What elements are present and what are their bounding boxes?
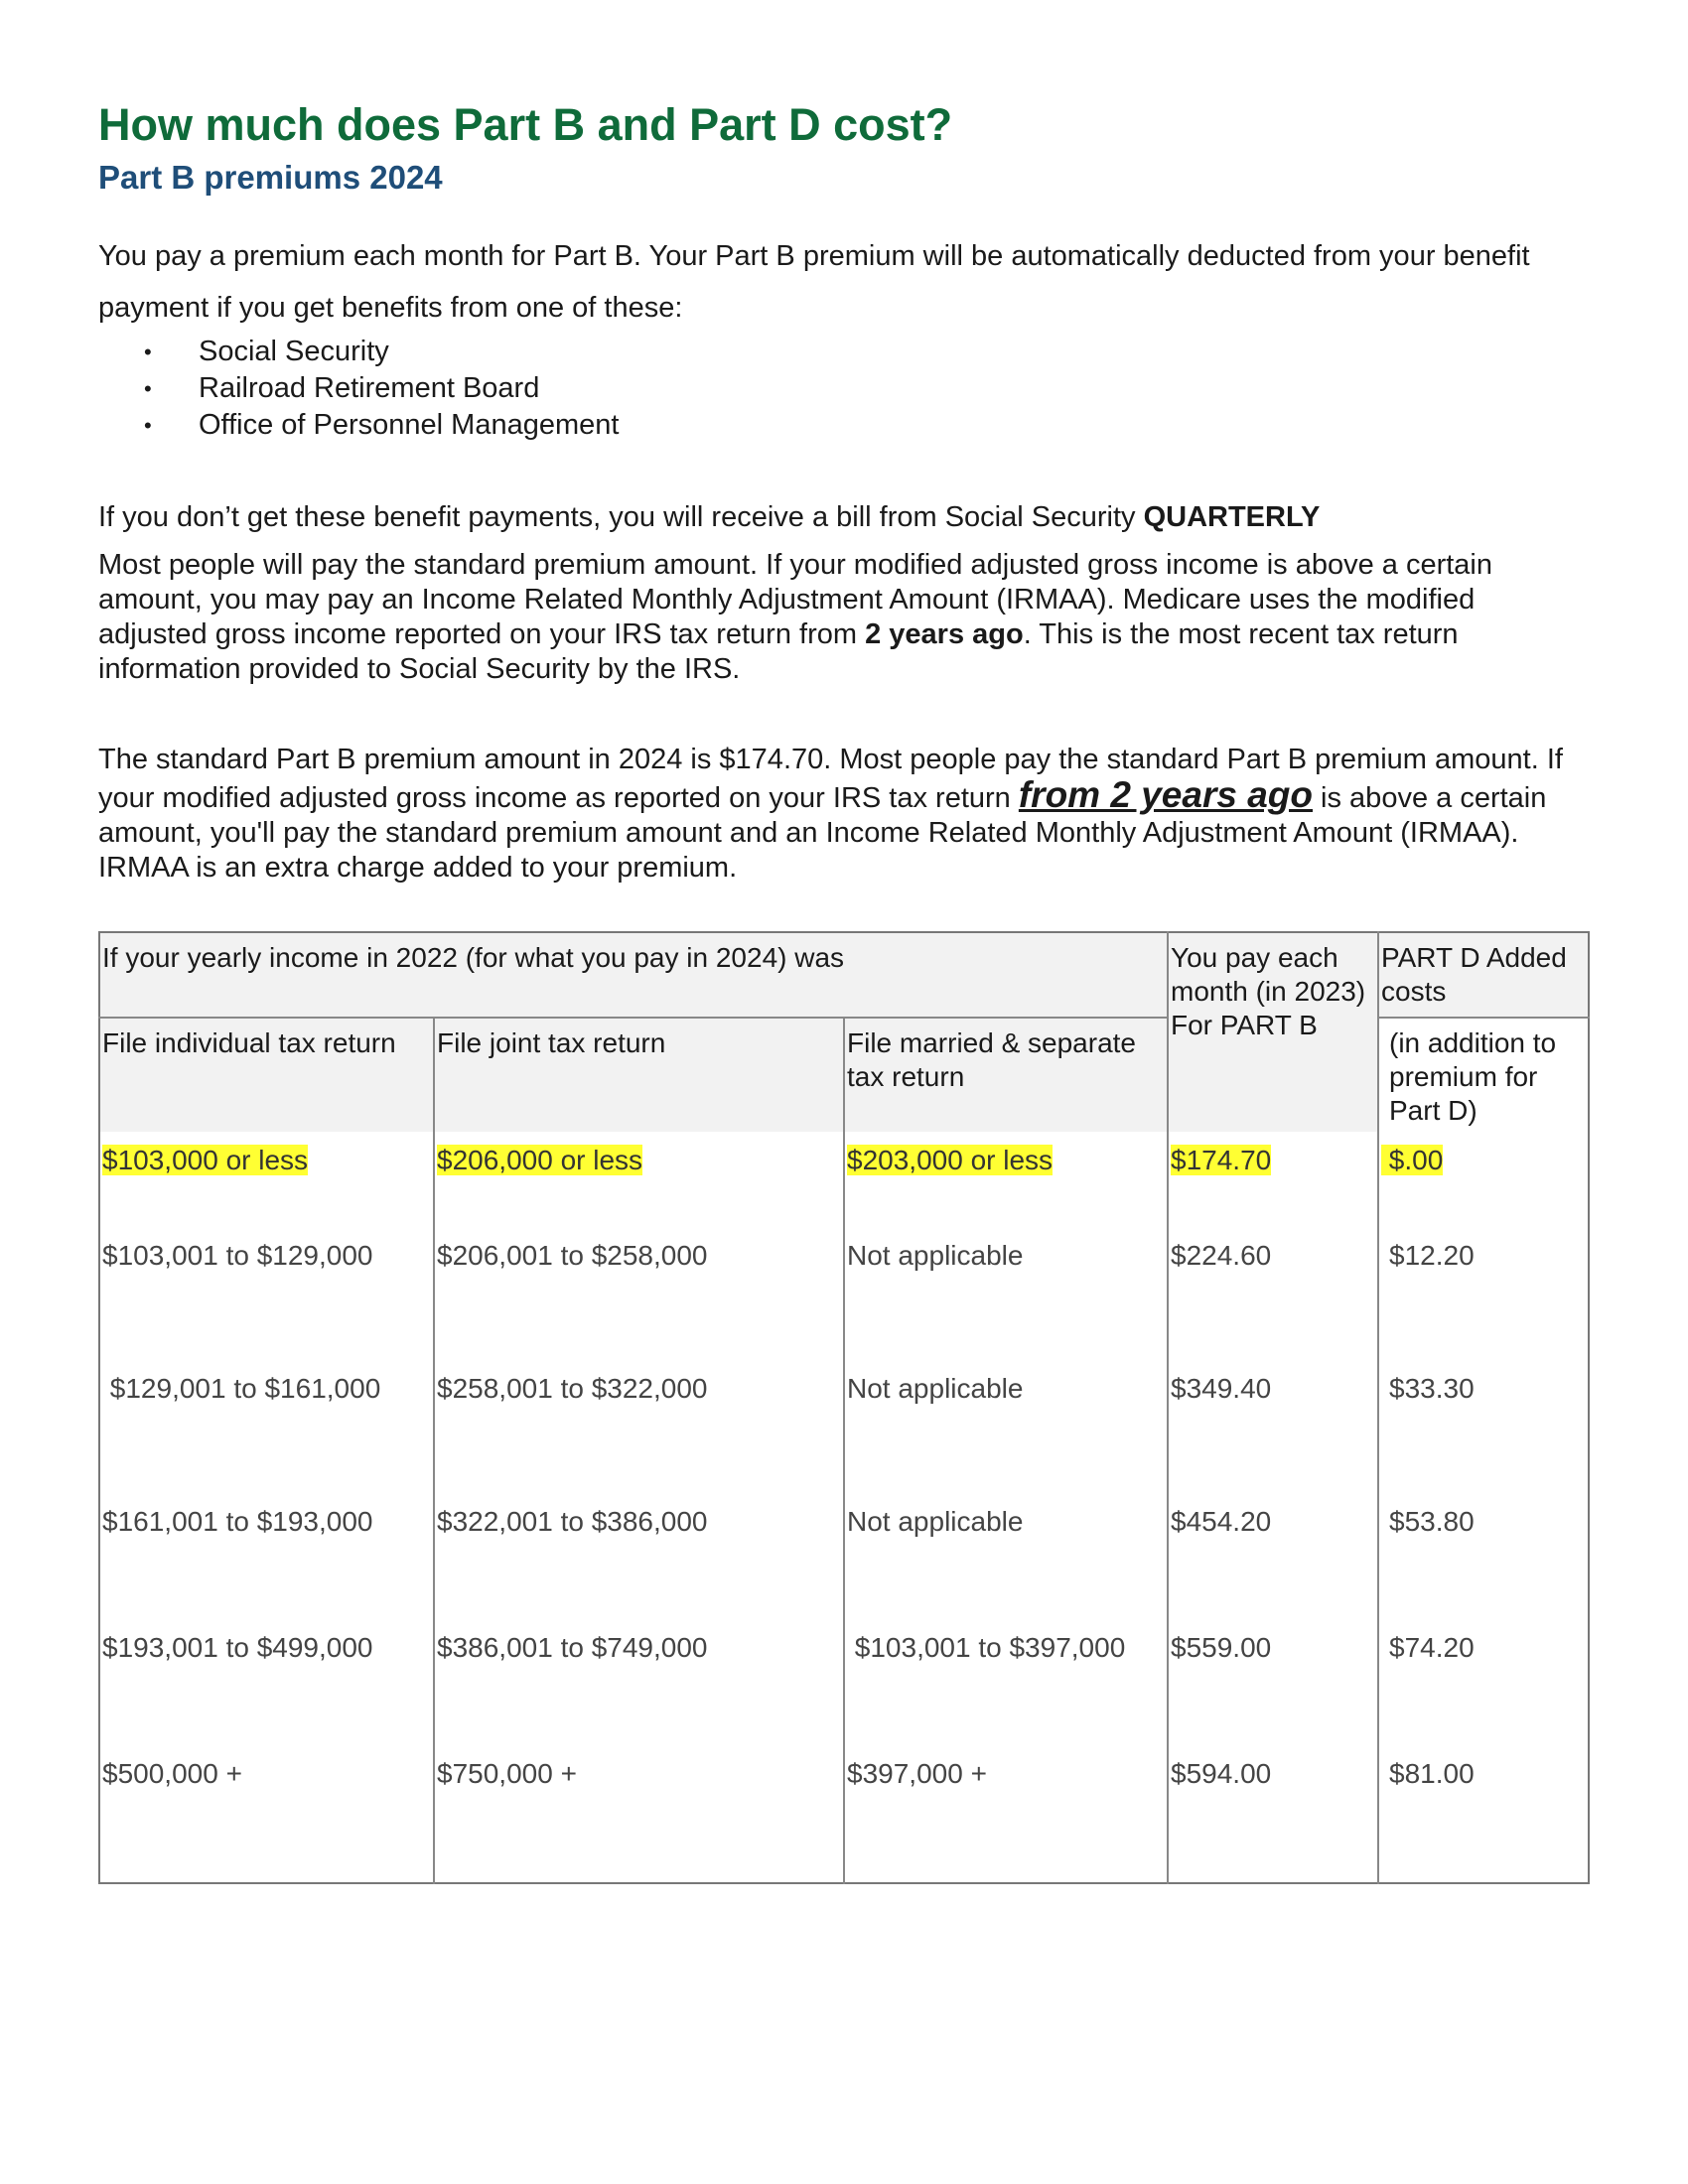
quarterly-bold: QUARTERLY	[1143, 501, 1321, 533]
cell-joint: $750,000 +	[434, 1749, 844, 1883]
irmaa-paragraph	[98, 548, 1588, 687]
benefit-source-list	[144, 334, 619, 444]
highlighted-value: $.00	[1381, 1145, 1444, 1175]
header-joint: File joint tax return	[434, 1018, 844, 1132]
cell-individual: $129,001 to $161,000	[102, 1373, 381, 1404]
cell-individual: $193,001 to $499,000	[102, 1632, 373, 1663]
cell-partb: $594.00	[1168, 1749, 1378, 1883]
header-income: If your yearly income in 2022 (for what you pay in 2024) was	[99, 932, 1168, 1018]
table-row	[99, 1231, 1589, 1364]
highlighted-value: $206,000 or less	[437, 1145, 643, 1175]
section-subtitle: Part B premiums 2024	[98, 159, 443, 196]
cell-partb	[1168, 1132, 1378, 1231]
standard-emphasis: from 2 years ago	[1018, 774, 1313, 815]
cell-married: Not applicable	[844, 1231, 1168, 1364]
cell-partd: $74.20	[1378, 1623, 1589, 1749]
table-row	[99, 1497, 1589, 1623]
header-partd-sub: (in addition to premium for Part D)	[1378, 1018, 1589, 1132]
cell-partd	[1378, 1132, 1589, 1231]
quarterly-text: If you don’t get these benefit payments, you will receive a bill from Social Security	[98, 501, 1144, 533]
cell-partd: $81.00	[1378, 1749, 1589, 1883]
cell-married: Not applicable	[844, 1497, 1168, 1623]
cell-partd: $33.30	[1378, 1364, 1589, 1497]
highlighted-value: $203,000 or less	[847, 1145, 1054, 1175]
cell-partb: $454.20	[1168, 1497, 1378, 1623]
irmaa-bold: 2 years ago	[865, 618, 1024, 650]
list-item: • Social Security	[144, 334, 619, 370]
cell-joint: $322,001 to $386,000	[434, 1497, 844, 1623]
cell-joint	[434, 1132, 844, 1231]
cell-married: $103,001 to $397,000	[844, 1623, 1168, 1749]
cell-partd: $12.20	[1378, 1231, 1589, 1364]
table-row	[99, 1749, 1589, 1883]
cell-joint: $258,001 to $322,000	[434, 1364, 844, 1497]
table-row	[99, 1132, 1589, 1231]
cell-married: Not applicable	[844, 1364, 1168, 1497]
header-partb: You pay each month (in 2023) For PART B	[1168, 932, 1378, 1132]
cell-partb: $224.60	[1168, 1231, 1378, 1364]
standard-text-b: is above a certain amount, you'll pay the standard premium amount and an Income Related Monthly Adjustment Amount (IRMAA). IRMAA is an extra charge added to your premium.	[98, 782, 1547, 884]
cell-partd: $53.80	[1378, 1497, 1589, 1623]
list-item: • Office of Personnel Management	[144, 407, 619, 444]
irmaa-text-b: . This is the most recent tax return information provided to Social Security by the IRS.	[98, 618, 1459, 685]
cell-partb: $559.00	[1168, 1623, 1378, 1749]
cell-individual: $103,001 to $129,000	[102, 1240, 373, 1271]
standard-premium-paragraph	[98, 743, 1588, 886]
header-married: File married & separate tax return	[844, 1018, 1168, 1132]
cell-individual	[99, 1132, 434, 1231]
highlighted-value: $103,000 or less	[102, 1145, 309, 1175]
cell-married	[844, 1132, 1168, 1231]
header-partd-top: PART D Added costs	[1378, 932, 1589, 1018]
table-row	[99, 1623, 1589, 1749]
irmaa-text-a: Most people will pay the standard premium amount. If your modified adjusted gross income is above a certain amount, you may pay an Income Related Monthly Adjustment Amount (IRMAA). Medicare uses the modified adjusted gross income reported on your IRS tax return from	[98, 549, 1492, 650]
cell-joint: $206,001 to $258,000	[434, 1231, 844, 1364]
cell-married: $397,000 +	[844, 1749, 1168, 1883]
cell-individual: $161,001 to $193,000	[102, 1506, 373, 1537]
cell-joint: $386,001 to $749,000	[434, 1623, 844, 1749]
premium-table	[98, 931, 1590, 1884]
page-title: How much does Part B and Part D cost?	[98, 99, 953, 150]
cell-individual: $500,000 +	[102, 1758, 242, 1789]
intro-paragraph: You pay a premium each month for Part B. Your Part B premium will be automatically deducted from your benefit payment if you get benefits from one of these:	[98, 240, 1530, 324]
table-row	[99, 1364, 1589, 1497]
highlighted-value: $174.70	[1171, 1145, 1272, 1175]
list-item: • Railroad Retirement Board	[144, 370, 619, 407]
standard-text-a: The standard Part B premium amount in 2024 is $174.70. Most people pay the standard Part B premium amount. If your modified adjusted gross income as reported on your IRS tax return	[98, 744, 1563, 814]
header-individual: File individual tax return	[99, 1018, 434, 1132]
quarterly-bill-paragraph	[98, 499, 1588, 536]
cell-partb: $349.40	[1168, 1364, 1378, 1497]
